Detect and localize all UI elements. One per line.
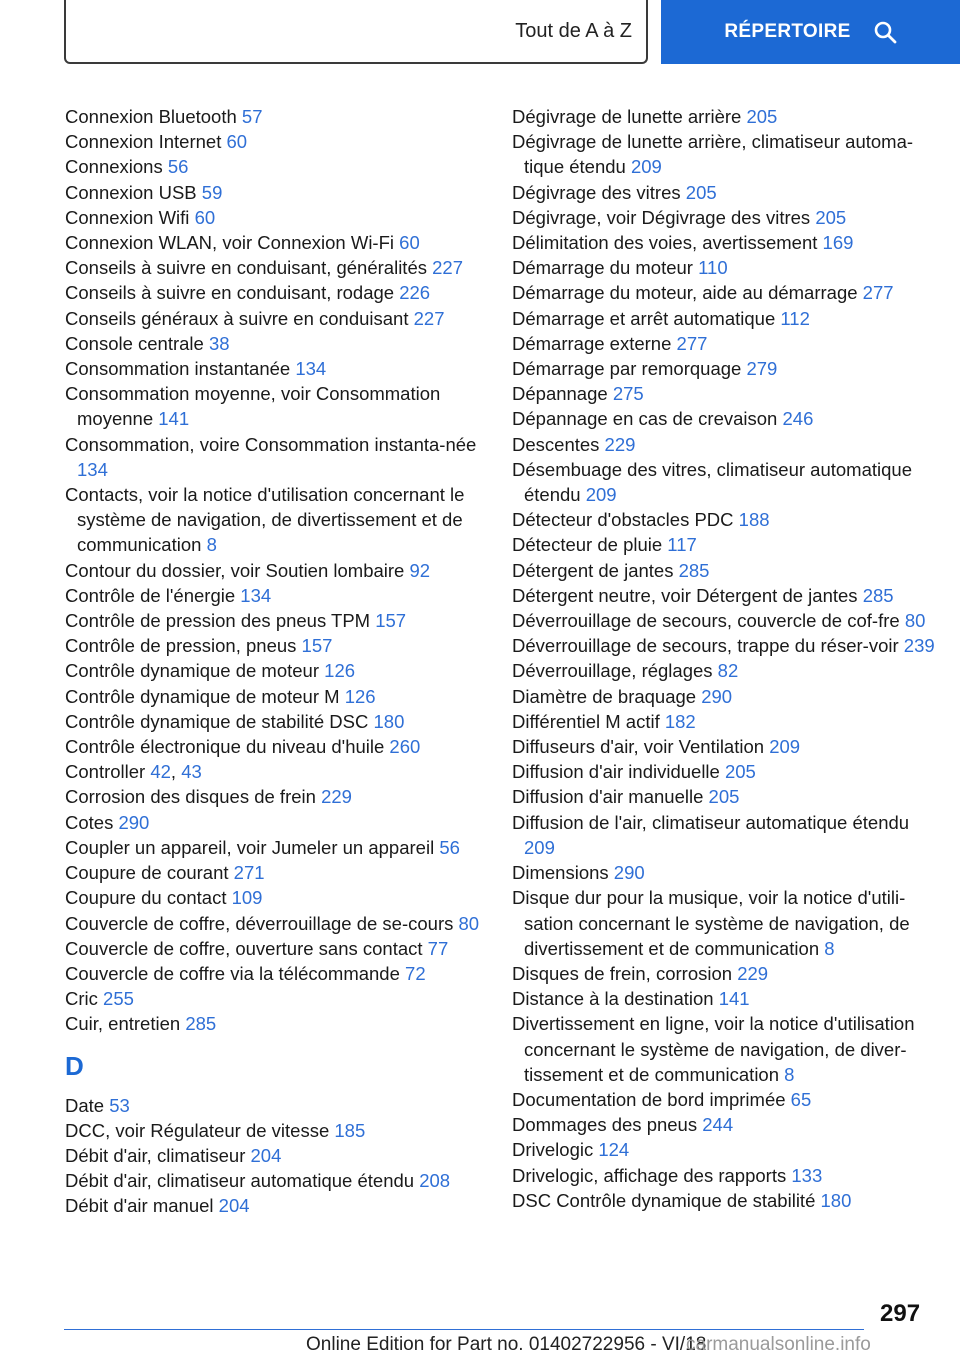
index-entry-text: Disques de frein, corrosion bbox=[512, 962, 733, 984]
page-link[interactable]: 110 bbox=[698, 257, 728, 279]
page-link[interactable]: 204 bbox=[218, 1195, 250, 1217]
index-entry-text: Débit d'air manuel bbox=[65, 1195, 214, 1217]
index-entry bbox=[512, 608, 942, 633]
index-entry bbox=[512, 961, 942, 986]
page-link[interactable]: 185 bbox=[334, 1119, 366, 1141]
index-entry-text: Cric bbox=[65, 988, 98, 1010]
page-link[interactable]: 290 bbox=[613, 862, 645, 884]
index-entry-text: Distance à la destination bbox=[512, 988, 714, 1010]
index-column-left bbox=[65, 104, 490, 1219]
page-link[interactable]: 208 bbox=[419, 1170, 451, 1192]
index-entry-text: Conseils à suivre en conduisant, rodage bbox=[65, 282, 395, 304]
index-entry bbox=[512, 507, 942, 532]
index-entry-text: DSC Contrôle dynamique de stabilité bbox=[512, 1189, 816, 1211]
index-entry-text: Contrôle de pression, pneus bbox=[65, 635, 297, 657]
index-entry-text: Diffusion de l'air, climatiseur automatique étendu bbox=[512, 811, 910, 833]
page-link[interactable]: 8 bbox=[824, 937, 835, 959]
page-link[interactable]: 277 bbox=[862, 282, 894, 304]
index-entry bbox=[512, 381, 942, 406]
index-entry bbox=[65, 154, 490, 179]
index-entry-text: Dégivrage de lunette arrière, climatiseur automa-tique étendu bbox=[512, 131, 914, 178]
page-link[interactable]: 290 bbox=[118, 811, 150, 833]
page-link[interactable]: 42 bbox=[150, 761, 171, 783]
index-entry bbox=[65, 280, 490, 305]
index-entry-text: Déverrouillage de secours, trappe du réser-voir bbox=[512, 635, 899, 657]
index-entry bbox=[65, 1168, 490, 1193]
index-entry-text: Drivelogic, affichage des rapports bbox=[512, 1164, 787, 1186]
index-entry-text: Cuir, entretien bbox=[65, 1013, 181, 1035]
page-link[interactable]: 126 bbox=[324, 660, 356, 682]
index-entry-text: Couvercle de coffre, déverrouillage de se-cours bbox=[65, 912, 454, 934]
index-entry bbox=[512, 1112, 942, 1137]
index-entry-text: Contrôle électronique du niveau d'huile bbox=[65, 736, 385, 758]
page-link[interactable]: 141 bbox=[158, 408, 190, 430]
page-link[interactable]: 8 bbox=[206, 534, 217, 556]
index-entry-text: Dimensions bbox=[512, 862, 609, 884]
search-icon[interactable] bbox=[873, 20, 897, 44]
index-entry bbox=[512, 129, 942, 179]
index-entry bbox=[512, 759, 942, 784]
index-entry bbox=[65, 1118, 490, 1143]
page-link[interactable]: 57 bbox=[241, 106, 263, 127]
index-entry-text: Disque dur pour la musique, voir la notice d'utili-sation concernant le système de navigation, de divertissement et de communication bbox=[512, 887, 910, 959]
page-link[interactable]: 209 bbox=[630, 156, 662, 178]
page-link[interactable]: 43 bbox=[181, 761, 202, 783]
page-link[interactable]: 275 bbox=[612, 383, 644, 405]
index-entry bbox=[512, 280, 942, 305]
index-entry bbox=[65, 255, 490, 280]
page-link[interactable]: 279 bbox=[746, 358, 778, 380]
index-entry bbox=[512, 709, 942, 734]
index-entry bbox=[65, 104, 490, 129]
page-link[interactable]: 126 bbox=[344, 685, 376, 707]
index-entry-text: Coupler un appareil, voir Jumeler un appareil bbox=[65, 836, 435, 858]
page-link[interactable]: 60 bbox=[399, 232, 420, 254]
page-link[interactable]: 260 bbox=[389, 736, 421, 758]
index-entry-text: Démarrage du moteur, aide au démarrage bbox=[512, 282, 858, 304]
index-entry bbox=[512, 180, 942, 205]
page-link[interactable]: 255 bbox=[103, 988, 134, 1010]
page-link[interactable]: 117 bbox=[667, 534, 697, 556]
index-entry bbox=[512, 986, 942, 1011]
page-link[interactable]: 72 bbox=[405, 962, 426, 984]
index-entry-text: Débit d'air, climatiseur bbox=[65, 1144, 246, 1166]
page-link[interactable]: 82 bbox=[717, 660, 739, 682]
index-entry-text: Détergent neutre, voir Détergent de jantes bbox=[512, 584, 858, 606]
page-link[interactable]: 133 bbox=[791, 1164, 823, 1186]
page-link[interactable]: 205 bbox=[685, 181, 717, 203]
index-entry bbox=[65, 1193, 490, 1218]
index-entry-text: Diffusion d'air manuelle bbox=[512, 786, 704, 808]
page-link[interactable]: 56 bbox=[167, 156, 189, 178]
page-link[interactable]: 80 bbox=[458, 912, 480, 934]
index-entry-text: Connexion WLAN, voir Connexion Wi-Fi bbox=[65, 232, 395, 254]
index-entry bbox=[512, 205, 942, 230]
index-entry-text: Conseils à suivre en conduisant, généralités bbox=[65, 257, 427, 279]
index-entry-text: Dégivrage, voir Dégivrage des vitres bbox=[512, 206, 811, 228]
index-entry-text: Déverrouillage de secours, couvercle de cof-fre bbox=[512, 610, 900, 632]
page-link[interactable]: 271 bbox=[233, 862, 265, 884]
page-link[interactable]: 188 bbox=[738, 509, 770, 531]
index-entry-text: Désembuage des vitres, climatiseur automatique étendu bbox=[512, 458, 912, 506]
index-entry-text: Diffuseurs d'air, voir Ventilation bbox=[512, 736, 765, 758]
index-entry bbox=[512, 885, 942, 961]
index-entry bbox=[65, 356, 490, 381]
index-entry bbox=[512, 104, 942, 129]
page-link[interactable]: 141 bbox=[718, 988, 750, 1010]
page-link[interactable]: 157 bbox=[375, 610, 407, 632]
page-link[interactable]: 60 bbox=[226, 131, 248, 153]
index-entry-text: Cotes bbox=[65, 811, 114, 833]
page-link[interactable]: 285 bbox=[678, 559, 710, 581]
index-entry bbox=[65, 885, 490, 910]
index-entry-text: Démarrage et arrêt automatique bbox=[512, 307, 776, 329]
page-link[interactable]: 226 bbox=[399, 282, 431, 304]
index-column-right bbox=[512, 104, 942, 1213]
index-entry bbox=[65, 709, 490, 734]
index-entry bbox=[65, 432, 490, 482]
page-link[interactable]: 239 bbox=[903, 635, 935, 657]
page-link[interactable]: 205 bbox=[746, 106, 778, 127]
index-entry-text: Contrôle dynamique de moteur M bbox=[65, 685, 340, 707]
index-entry-text: Connexions bbox=[65, 156, 163, 178]
index-entry bbox=[65, 860, 490, 885]
page-link[interactable]: 205 bbox=[815, 206, 847, 228]
index-entry-text: Dépannage bbox=[512, 383, 608, 405]
index-entry-text: Drivelogic bbox=[512, 1139, 594, 1161]
index-entry-text: Démarrage du moteur bbox=[512, 257, 693, 279]
index-entry bbox=[512, 532, 942, 557]
index-entry-text: Documentation de bord imprimée bbox=[512, 1088, 786, 1110]
page-link[interactable]: 53 bbox=[109, 1094, 130, 1116]
index-entry bbox=[512, 1137, 942, 1162]
index-entry bbox=[65, 180, 490, 205]
index-entry-text: Connexion Internet bbox=[65, 131, 222, 153]
index-entry bbox=[512, 810, 942, 860]
page-link[interactable]: 209 bbox=[585, 484, 617, 506]
index-entry-text: Contacts, voir la notice d'utilisation concernant le système de navigation, de divertissement et de communication bbox=[65, 484, 465, 556]
index-list-d-continued bbox=[512, 104, 942, 1213]
index-entry bbox=[512, 558, 942, 583]
page-link[interactable]: 80 bbox=[904, 610, 926, 632]
page-link[interactable]: 56 bbox=[439, 836, 460, 858]
index-entry bbox=[512, 684, 942, 709]
index-entry bbox=[512, 255, 942, 280]
index-entry-text: Détergent de jantes bbox=[512, 559, 674, 581]
index-entry bbox=[512, 784, 942, 809]
page-link[interactable]: 180 bbox=[820, 1189, 852, 1211]
page-link[interactable]: 227 bbox=[413, 307, 445, 329]
index-entry bbox=[65, 633, 490, 658]
index-entry-text: Démarrage par remorquage bbox=[512, 358, 742, 380]
watermark: carmanualsonline.info bbox=[686, 1334, 871, 1355]
page-link[interactable]: 60 bbox=[194, 206, 216, 228]
index-entry bbox=[65, 331, 490, 356]
index-entry-text: Diamètre de braquage bbox=[512, 685, 697, 707]
index-entry-text: Détecteur d'obstacles PDC bbox=[512, 509, 734, 531]
page-link[interactable]: 169 bbox=[822, 232, 854, 254]
index-entry bbox=[512, 1011, 942, 1087]
index-list-c bbox=[65, 104, 490, 1037]
page-link[interactable]: 59 bbox=[201, 181, 223, 203]
index-entry bbox=[65, 835, 490, 860]
index-entry bbox=[65, 961, 490, 986]
index-entry-text: Date bbox=[65, 1094, 105, 1116]
index-entry bbox=[512, 633, 942, 658]
tab-az-label: Tout de A à Z bbox=[515, 19, 632, 42]
page-link[interactable]: 134 bbox=[240, 584, 272, 606]
index-entry-text: Consommation moyenne, voir Consommation moyenne bbox=[65, 383, 441, 430]
index-entry bbox=[65, 381, 490, 431]
index-entry-text: Contour du dossier, voir Soutien lombaire bbox=[65, 559, 405, 581]
page-link[interactable]: 112 bbox=[780, 307, 810, 329]
index-entry bbox=[512, 457, 942, 507]
page-link[interactable]: 92 bbox=[409, 559, 431, 581]
index-entry bbox=[65, 583, 490, 608]
page-link[interactable]: 182 bbox=[664, 710, 696, 732]
index-entry bbox=[65, 936, 490, 961]
index-entry-text: Consommation instantanée bbox=[65, 358, 291, 380]
index-entry-text: DCC, voir Régulateur de vitesse bbox=[65, 1119, 330, 1141]
page-link[interactable]: 209 bbox=[769, 736, 801, 758]
section-letter-d: D bbox=[65, 1050, 84, 1081]
index-entry bbox=[65, 810, 490, 835]
page-link[interactable]: 180 bbox=[373, 710, 405, 732]
page-link[interactable]: 229 bbox=[321, 786, 352, 808]
index-entry: Controller 42, 43 bbox=[65, 761, 202, 783]
page-link[interactable]: 227 bbox=[432, 257, 464, 279]
index-entry-text: Contrôle de pression des pneus TPM bbox=[65, 610, 371, 632]
index-entry-text: Différentiel M actif bbox=[512, 710, 660, 732]
index-entry bbox=[512, 860, 942, 885]
index-entry bbox=[65, 608, 490, 633]
page-link[interactable]: 65 bbox=[790, 1088, 812, 1110]
index-entry-text: Déverrouillage, réglages bbox=[512, 660, 713, 682]
index-entry-text: Dommages des pneus bbox=[512, 1114, 698, 1136]
page-link[interactable]: 277 bbox=[676, 332, 708, 354]
index-entry-text: Connexion USB bbox=[65, 181, 197, 203]
index-entry bbox=[512, 583, 942, 608]
page-link[interactable]: 205 bbox=[708, 786, 740, 808]
index-entry bbox=[65, 1093, 490, 1118]
index-entry bbox=[512, 734, 942, 759]
index-entry bbox=[65, 784, 490, 809]
index-entry bbox=[512, 1188, 942, 1213]
page-link[interactable]: 290 bbox=[701, 685, 733, 707]
index-entry-text: Détecteur de pluie bbox=[512, 534, 663, 556]
page-link[interactable]: 8 bbox=[784, 1063, 795, 1085]
page-link[interactable]: 285 bbox=[185, 1013, 217, 1035]
page-link[interactable]: 124 bbox=[598, 1139, 630, 1161]
index-entry-text: Consommation, voire Consommation instanta-née bbox=[65, 433, 477, 455]
index-entry-text: Corrosion des disques de frein bbox=[65, 786, 316, 808]
index-entry bbox=[65, 230, 490, 255]
index-entry-text: Contrôle de l'énergie bbox=[65, 584, 236, 606]
index-entry-text: Connexion Bluetooth bbox=[65, 106, 237, 127]
page-link[interactable]: 77 bbox=[427, 937, 449, 959]
index-entry bbox=[512, 306, 942, 331]
index-entry-text: Coupure de courant bbox=[65, 862, 229, 884]
index-entry-text: Console centrale bbox=[65, 332, 204, 354]
index-entry bbox=[65, 205, 490, 230]
index-entry bbox=[512, 356, 942, 381]
index-entry bbox=[65, 911, 490, 936]
index-entry bbox=[512, 658, 942, 683]
page-link[interactable]: 285 bbox=[862, 584, 894, 606]
index-entry-text: Délimitation des voies, avertissement bbox=[512, 232, 818, 254]
index-entry bbox=[65, 684, 490, 709]
tab-repertoire[interactable] bbox=[661, 0, 960, 64]
footer-edition-text: Online Edition for Part no. 01402722956 - VI/18 bbox=[306, 1334, 707, 1355]
index-entry-text: Conseils généraux à suivre en conduisant bbox=[65, 307, 409, 329]
index-entry bbox=[65, 482, 490, 558]
index-entry bbox=[512, 432, 942, 457]
index-entry-text: Dégivrage des vitres bbox=[512, 181, 681, 203]
index-entry-text: Couvercle de coffre, ouverture sans contact bbox=[65, 937, 423, 959]
page-number: 297 bbox=[880, 1300, 921, 1327]
index-entry-text: Coupure du contact bbox=[65, 887, 227, 909]
page-link[interactable]: 229 bbox=[737, 962, 769, 984]
index-entry-text: Controller bbox=[65, 761, 146, 783]
index-entry bbox=[65, 306, 490, 331]
tab-tout-de-a-a-z[interactable] bbox=[64, 0, 648, 64]
page-link[interactable]: 244 bbox=[702, 1114, 734, 1136]
index-entry-text: Couvercle de coffre via la télécommande bbox=[65, 962, 400, 984]
index-entry bbox=[512, 1163, 942, 1188]
page-link[interactable]: 109 bbox=[231, 887, 263, 909]
page-link[interactable]: 157 bbox=[301, 635, 333, 657]
page-link[interactable]: 134 bbox=[295, 358, 327, 380]
index-list-d bbox=[65, 1093, 490, 1219]
index-entry bbox=[512, 230, 942, 255]
index-entry bbox=[65, 734, 490, 759]
index-entry-text: Divertissement en ligne, voir la notice d'utilisation concernant le système de navigation, de diver-tissement et de communication bbox=[512, 1013, 915, 1085]
tab-repertoire-label: RÉPERTOIRE bbox=[724, 21, 851, 42]
index-entry bbox=[65, 658, 490, 683]
page-link[interactable]: 38 bbox=[208, 332, 230, 354]
page-link[interactable]: 134 bbox=[77, 458, 108, 480]
index-entry bbox=[512, 331, 942, 356]
index-entry-text: Démarrage externe bbox=[512, 332, 672, 354]
index-entry-text: Connexion Wifi bbox=[65, 206, 190, 228]
page-link[interactable]: 229 bbox=[604, 433, 636, 455]
page-link[interactable]: 209 bbox=[524, 836, 555, 858]
index-entry-text: Dépannage en cas de crevaison bbox=[512, 408, 778, 430]
index-entry-text: Débit d'air, climatiseur automatique étendu bbox=[65, 1170, 415, 1192]
index-entry-text: Descentes bbox=[512, 433, 600, 455]
index-entry bbox=[65, 129, 490, 154]
index-entry-text: Dégivrage de lunette arrière bbox=[512, 106, 742, 127]
index-entry-text: Diffusion d'air individuelle bbox=[512, 761, 720, 783]
footer-divider bbox=[64, 1329, 864, 1330]
index-entry bbox=[512, 1087, 942, 1112]
page-link[interactable]: 205 bbox=[724, 761, 756, 783]
page-link[interactable]: 246 bbox=[782, 408, 814, 430]
index-entry-text: Contrôle dynamique de moteur bbox=[65, 660, 320, 682]
index-entry-text: Contrôle dynamique de stabilité DSC bbox=[65, 710, 369, 732]
index-entry bbox=[512, 406, 942, 431]
index-entry bbox=[65, 986, 490, 1011]
page-link[interactable]: 204 bbox=[250, 1144, 282, 1166]
index-entry bbox=[65, 558, 490, 583]
index-entry bbox=[65, 1143, 490, 1168]
index-entry bbox=[65, 1011, 490, 1036]
